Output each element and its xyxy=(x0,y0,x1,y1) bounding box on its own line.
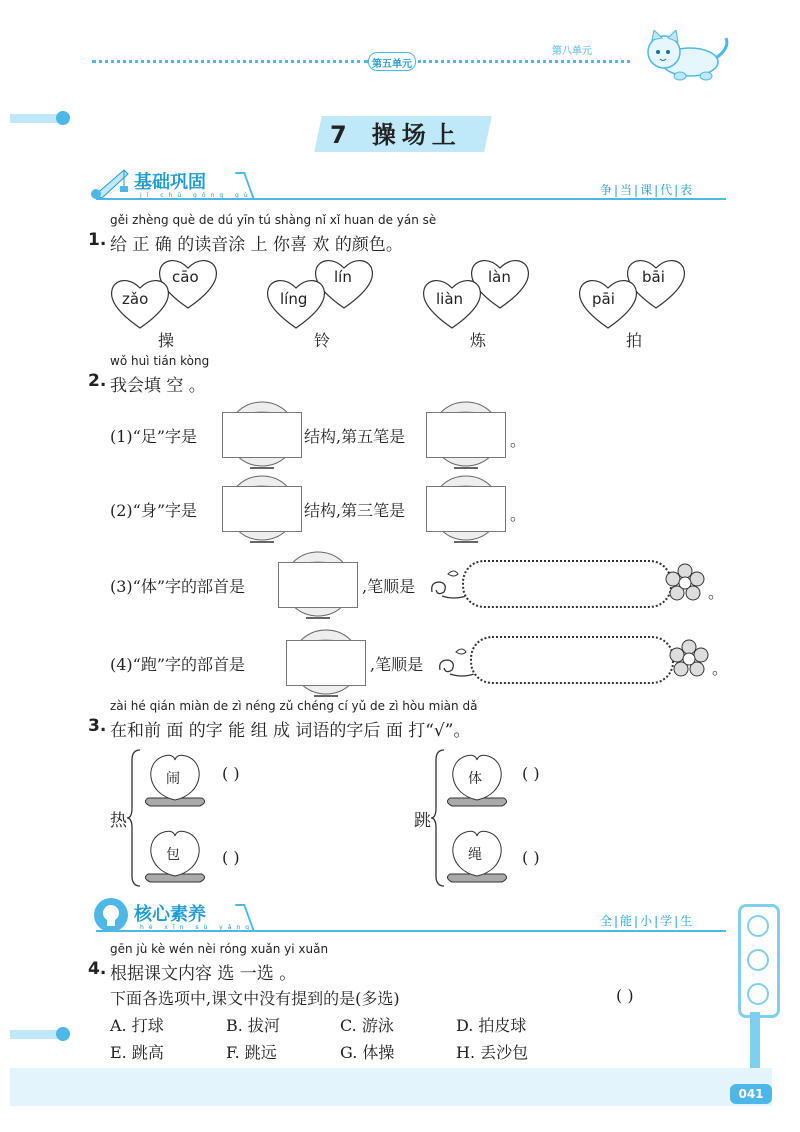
peach-char: 闹 xyxy=(166,771,180,787)
q2-line2-middle: 结构,第三笔是 xyxy=(304,501,406,520)
pinyin-option-a[interactable]: pāi xyxy=(592,290,615,308)
lantern-box xyxy=(222,398,302,470)
flower-icon xyxy=(668,638,710,680)
q2-pinyin: wǒ huì tián kòng xyxy=(110,354,210,368)
q2-number: 2. xyxy=(88,371,107,391)
q1-char: 操 xyxy=(158,331,175,350)
footer-band xyxy=(10,1068,772,1106)
option-h[interactable]: H. 丢沙包 xyxy=(456,1043,529,1062)
q3-number: 3. xyxy=(88,716,107,736)
check-paren[interactable]: ( ) xyxy=(522,764,540,783)
answer-box[interactable] xyxy=(426,412,506,458)
peach-option xyxy=(442,824,512,884)
stroke-order-field[interactable] xyxy=(462,560,672,608)
lantern-box xyxy=(286,626,366,698)
unit-left-label: 第五单元 xyxy=(372,59,412,70)
section1-rule xyxy=(96,198,726,200)
lantern-box xyxy=(278,548,358,620)
traffic-light-pole xyxy=(750,1012,760,1068)
q2-line2-end: 。 xyxy=(510,505,527,524)
option-g[interactable]: G. 体操 xyxy=(340,1043,395,1062)
section1-slogan: 争|当|课|代|表 xyxy=(600,183,695,197)
q3-right-char: 跳 xyxy=(414,811,431,831)
lantern-box xyxy=(222,472,302,544)
stroke-order-field[interactable] xyxy=(470,636,674,684)
q4-pinyin: gēn jù kè wén nèi róng xuǎn yi xuǎn xyxy=(110,942,329,956)
q2-line3-middle: ,笔顺是 xyxy=(362,577,416,596)
peach-option xyxy=(442,748,512,808)
traffic-light-icon xyxy=(738,904,780,1018)
header-dots-left xyxy=(92,60,368,63)
section2-slogan: 全|能|小|学|生 xyxy=(600,914,695,928)
page-number: 041 xyxy=(730,1084,772,1104)
q2-line3-end: 。 xyxy=(708,583,725,602)
q2-line4-end: 。 xyxy=(712,659,729,678)
dog-mascot-icon xyxy=(640,30,735,85)
unit-right-label: 第八单元 xyxy=(552,46,592,57)
lesson-number: 7 xyxy=(330,121,347,149)
answer-box[interactable] xyxy=(278,562,358,608)
q1-pinyin: gěi zhèng què de dú yīn tú shàng nǐ xǐ huan de yán sè xyxy=(110,213,437,227)
q1-char: 拍 xyxy=(626,331,643,350)
answer-box[interactable] xyxy=(286,640,366,686)
lantern-box xyxy=(426,472,506,544)
q2-line1-prefix: (1)“足”字是 xyxy=(110,427,198,446)
flower-icon xyxy=(664,562,706,604)
q4-prompt: 下面各选项中,课文中没有提到的是(多选) xyxy=(110,989,400,1008)
answer-box[interactable] xyxy=(222,486,302,532)
check-paren[interactable]: ( ) xyxy=(522,848,540,867)
q3-left-char: 热 xyxy=(110,811,127,831)
left-tab-dot xyxy=(56,111,70,125)
option-d[interactable]: D. 拍皮球 xyxy=(456,1016,527,1035)
option-b[interactable]: B. 拔河 xyxy=(226,1016,280,1035)
option-a[interactable]: A. 打球 xyxy=(110,1016,164,1035)
q2-line1-end: 。 xyxy=(510,431,527,450)
heart-pair-2 xyxy=(264,256,374,351)
q3-pinyin: zài hé qián miàn de zì néng zǔ chéng cí yǔ de zì hòu miàn dǎ xyxy=(110,699,478,713)
answer-box[interactable] xyxy=(222,412,302,458)
option-c[interactable]: C. 游泳 xyxy=(340,1016,394,1035)
q1-text: 给 正 确 的读音涂 上 你喜 欢 的颜色。 xyxy=(110,235,403,255)
peach-char: 包 xyxy=(166,847,180,863)
q2-line4-middle: ,笔顺是 xyxy=(370,655,424,674)
q2-line1-middle: 结构,第五笔是 xyxy=(304,427,406,446)
header-dots-right xyxy=(418,60,630,63)
q1-char: 铃 xyxy=(314,331,331,350)
unit-badge xyxy=(368,52,416,71)
section2-rule xyxy=(96,930,726,932)
pinyin-option-b[interactable]: lín xyxy=(334,268,352,286)
section1-pinyin: jī chǔ gǒng gù xyxy=(140,192,253,199)
peach-char: 绳 xyxy=(468,847,482,863)
answer-box[interactable] xyxy=(426,486,506,532)
pinyin-option-b[interactable]: làn xyxy=(488,268,511,286)
q1-number: 1. xyxy=(88,230,107,250)
section2-title: 核心素养 xyxy=(134,904,206,925)
q2-line4-prefix: (4)“跑”字的部首是 xyxy=(110,655,246,674)
q4-answer-paren[interactable]: ( ) xyxy=(616,986,634,1005)
option-f[interactable]: F. 跳远 xyxy=(226,1043,277,1062)
heart-pair-4 xyxy=(576,256,686,351)
check-paren[interactable]: ( ) xyxy=(222,848,240,867)
peach-char: 体 xyxy=(468,771,482,787)
lesson-title xyxy=(330,118,490,152)
section1-title: 基础巩固 xyxy=(134,172,206,193)
q3-text: 在和前 面 的字 能 组 成 词语的字后 面 打“√”。 xyxy=(110,721,471,741)
q2-line3-prefix: (3)“体”字的部首是 xyxy=(110,577,246,596)
q2-line2-prefix: (2)“身”字是 xyxy=(110,501,198,520)
pinyin-option-a[interactable]: liàn xyxy=(436,290,464,308)
crane-icon xyxy=(86,164,132,200)
lesson-name: 操场上 xyxy=(371,121,462,149)
pinyin-option-a[interactable]: zǎo xyxy=(122,290,149,308)
option-e[interactable]: E. 跳高 xyxy=(110,1043,164,1062)
heart-pair-3 xyxy=(420,256,530,351)
q4-number: 4. xyxy=(88,959,107,979)
peach-option xyxy=(140,748,210,808)
left-tab-dot-bottom xyxy=(56,1027,70,1041)
pinyin-option-b[interactable]: bāi xyxy=(642,268,665,286)
pinyin-option-b[interactable]: cāo xyxy=(172,268,199,286)
q2-text: 我会填 空 。 xyxy=(110,376,206,396)
heart-pair-1 xyxy=(108,256,218,351)
q1-char: 炼 xyxy=(470,331,487,350)
check-paren[interactable]: ( ) xyxy=(222,764,240,783)
lightbulb-badge-icon xyxy=(92,896,130,934)
peach-option xyxy=(140,824,210,884)
section2-pinyin: hé xīn sù yǎng xyxy=(140,924,255,931)
pinyin-option-a[interactable]: líng xyxy=(280,290,308,308)
lantern-box xyxy=(426,398,506,470)
q4-text: 根据课文内容 选 一选 。 xyxy=(110,964,297,984)
